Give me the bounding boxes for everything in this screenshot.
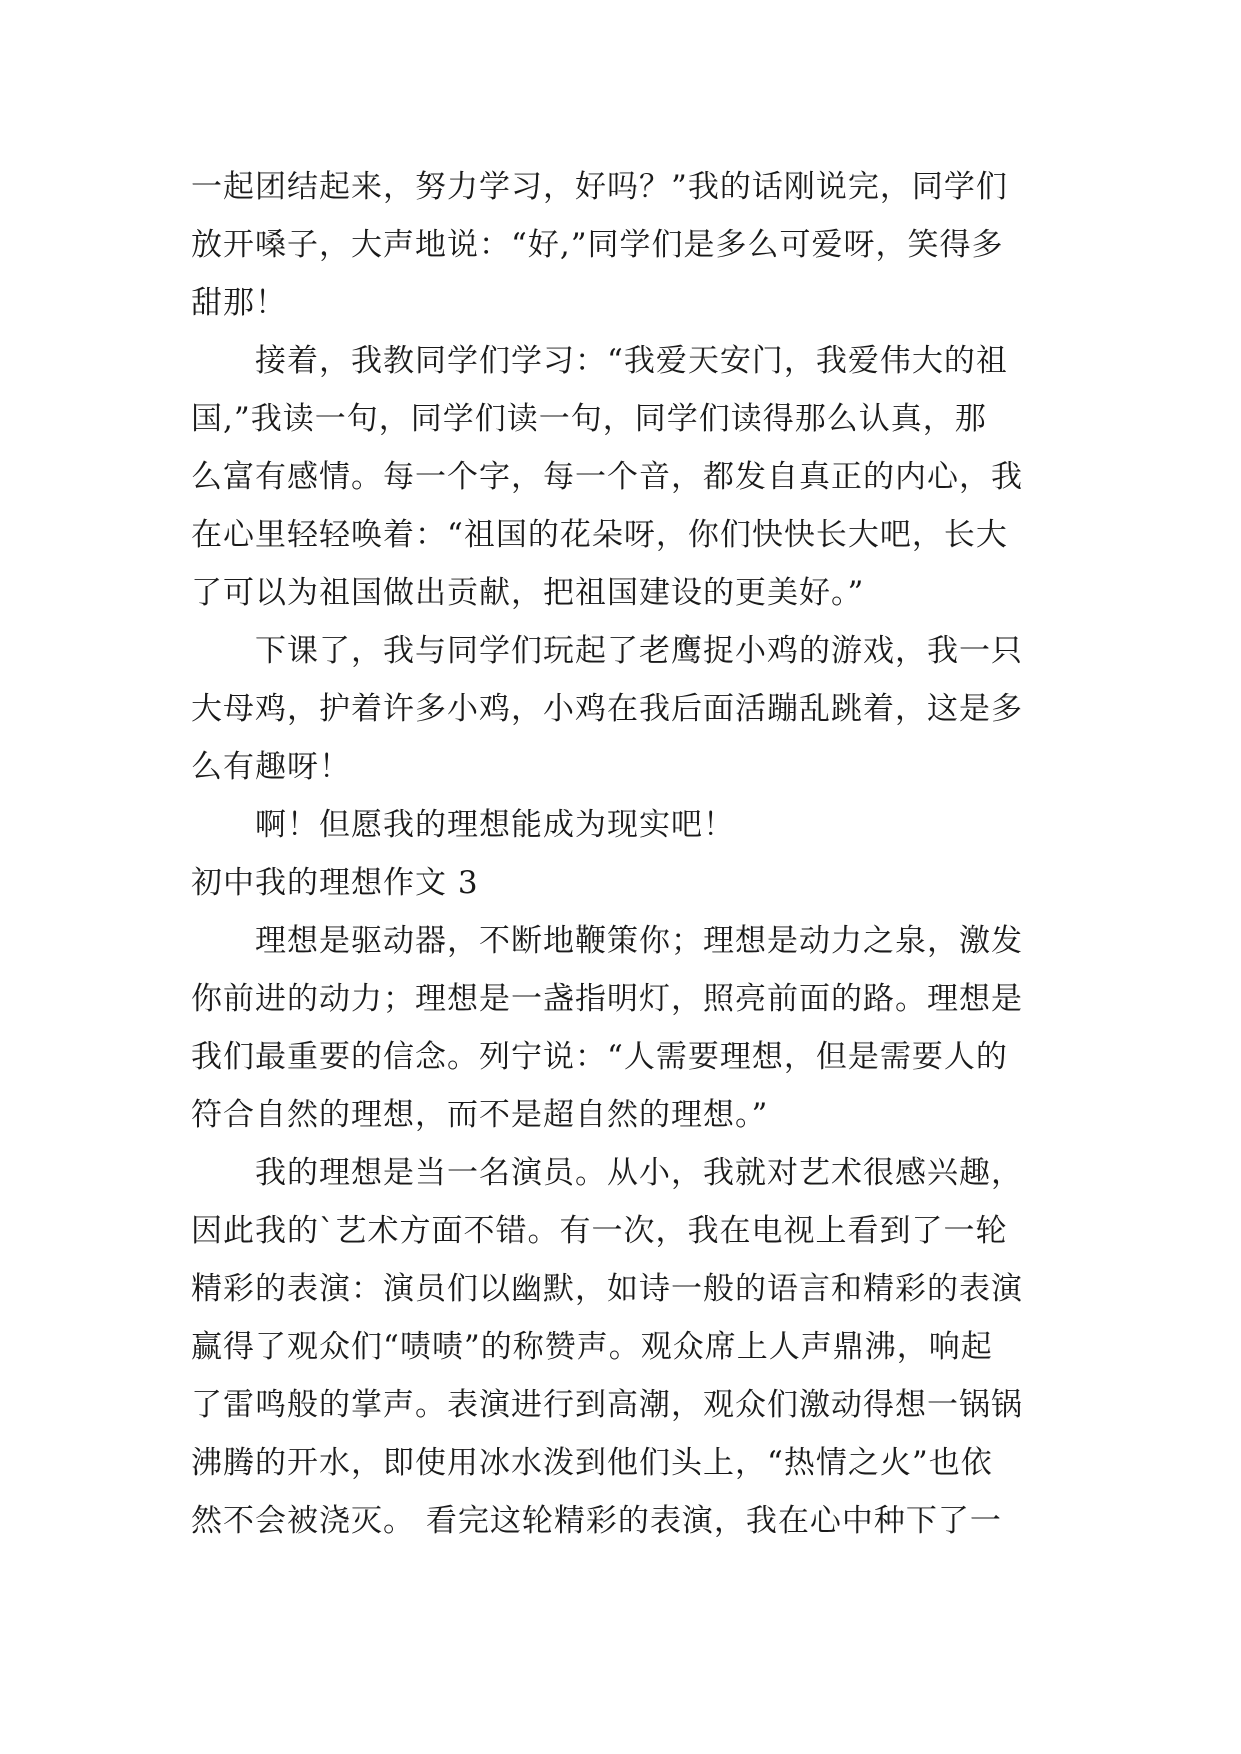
text-line: 因此我的`艺术方面不错。有一次，我在电视上看到了一轮	[191, 1213, 1008, 1249]
text-line: 符合自然的理想，而不是超自然的理想。”	[191, 1097, 769, 1133]
text-line: 了雷鸣般的掌声。表演进行到高潮，观众们激动得想一锅锅	[191, 1387, 1023, 1423]
text-line: 甜那！	[191, 285, 287, 321]
text-line: 么富有感情。每一个字，每一个音，都发自真正的内心，我	[191, 459, 1023, 495]
essay-body	[191, 158, 1051, 1550]
text-line: 接着，我教同学们学习：“我爱天安门，我爱伟大的祖	[255, 343, 1008, 379]
text-line: 啊！但愿我的理想能成为现实吧！	[255, 807, 735, 843]
text-line: 精彩的表演：演员们以幽默，如诗一般的语言和精彩的表演	[191, 1271, 1023, 1307]
text-line: 然不会被浇灭。 看完这轮精彩的表演，我在心中种下了一	[191, 1503, 1002, 1539]
text-line: 大母鸡，护着许多小鸡，小鸡在我后面活蹦乱跳着，这是多	[191, 691, 1023, 727]
text-line: 沸腾的开水，即使用冰水泼到他们头上，“热情之火”也依	[191, 1445, 993, 1481]
text-line: 放开嗓子，大声地说：“好,”同学们是多么可爱呀，笑得多	[191, 227, 1004, 263]
text-line: 赢得了观众们“啧啧”的称赞声。观众席上人声鼎沸，响起	[191, 1329, 993, 1365]
text-line: 么有趣呀！	[191, 749, 351, 785]
text-line: 了可以为祖国做出贡献，把祖国建设的更美好。”	[191, 575, 865, 611]
text-line: 理想是驱动器，不断地鞭策你；理想是动力之泉，激发	[255, 923, 1023, 959]
text-line: 你前进的动力；理想是一盏指明灯，照亮前面的路。理想是	[191, 981, 1023, 1017]
text-line: 我们最重要的信念。列宁说：“人需要理想，但是需要人的	[191, 1039, 1008, 1075]
text-line: 国,”我读一句，同学们读一句，同学们读得那么认真，那	[191, 401, 987, 437]
text-line: 我的理想是当一名演员。从小，我就对艺术很感兴趣，	[255, 1155, 1023, 1191]
text-line: 一起团结起来，努力学习，好吗？”我的话刚说完，同学们	[191, 169, 1008, 205]
section-heading: 初中我的理想作文 3	[191, 865, 479, 901]
text-line: 下课了，我与同学们玩起了老鹰捉小鸡的游戏，我一只	[255, 633, 1023, 669]
text-line: 在心里轻轻唤着：“祖国的花朵呀，你们快快长大吧，长大	[191, 517, 1008, 553]
